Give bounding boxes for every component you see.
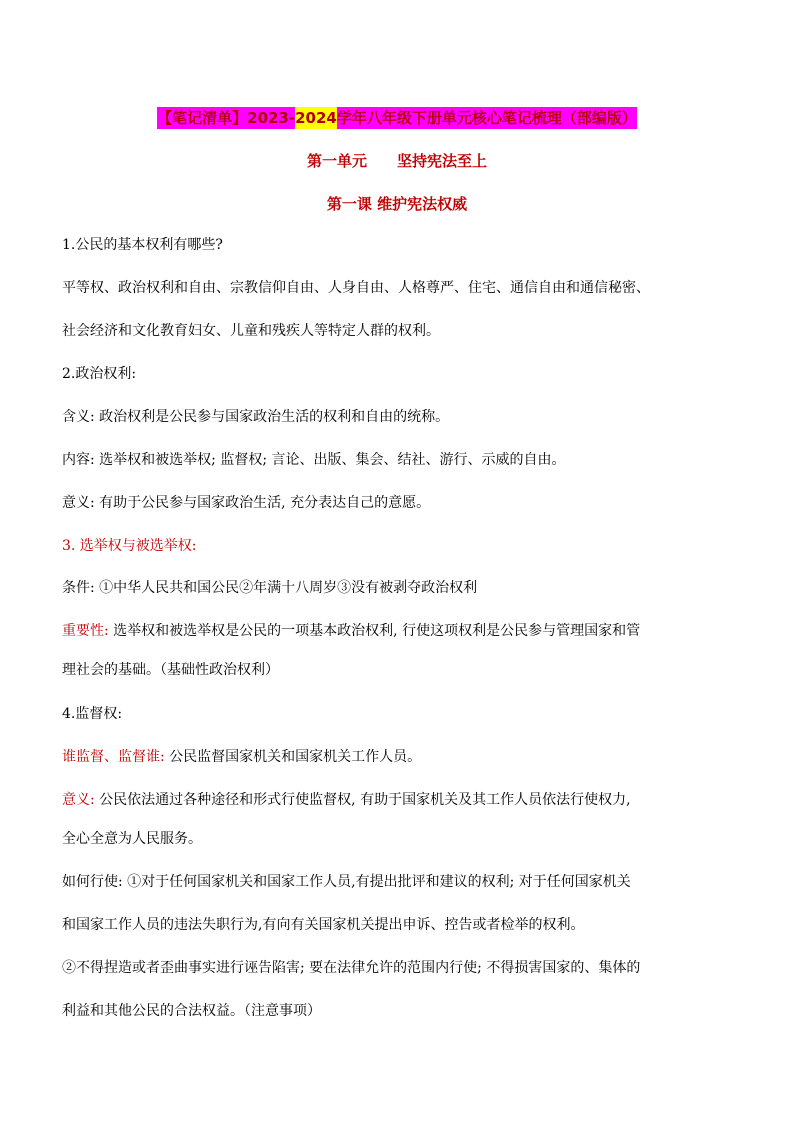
title-highlight-rest: 学年八年级下册单元核心笔记梳理（部编版） (336, 109, 637, 127)
q4-heading: 4.监督权: (62, 706, 123, 722)
q3-importance-cont: 理社会的基础。（基础性政治权利） (62, 662, 279, 678)
q3-cond-text: ①中华人民共和国公民②年满十八周岁③没有被剥夺政治权利 (94, 580, 478, 596)
q3-conditions (62, 577, 742, 597)
q2-heading: 2.政治权利: (62, 366, 137, 382)
q1-line2: 社会经济和文化教育妇女、儿童和残疾人等特定人群的权利。 (62, 323, 440, 339)
q4-how (62, 871, 742, 891)
q2-def-text: 政治权利是公民参与国家政治生活的权利和自由的统称。 (94, 409, 450, 425)
q1-heading: 1.公民的基本权利有哪些? (62, 237, 223, 253)
q4-how-label: 如何行使: (62, 874, 123, 890)
q3-heading: 3. 选举权与被选举权: (62, 538, 197, 554)
q4-meaning-cont: 全心全意为人民服务。 (62, 831, 202, 847)
title-highlight-magenta: 【笔记清单】2023-2024 (157, 109, 337, 127)
q2-definition (62, 406, 742, 426)
q3-imp-label: 重要性: (62, 623, 109, 639)
q4-note2: 利益和其他公民的合法权益。（注意事项） (62, 1003, 321, 1019)
q3-cond-label: 条件: (62, 580, 95, 596)
q4-who (62, 746, 742, 766)
q4-who-text: 公民监督国家机关和国家机关工作人员。 (164, 749, 422, 765)
q2-content (62, 449, 742, 469)
q4-how-text1: ①对于任何国家机关和国家工作人员,有提出批评和建议的权利; 对于任何国家机关 (122, 874, 631, 890)
q2-meaning-text: 有助于公民参与国家政治生活, 充分表达自己的意愿。 (94, 495, 431, 511)
q2-meaning-label: 意义: (62, 495, 95, 511)
q4-who-label: 谁监督、监督谁: (62, 749, 165, 765)
lesson-title: 第一课 维护宪法权威 (326, 195, 468, 213)
q4-meaning-label: 意义: (62, 792, 95, 808)
q2-content-label: 内容: (62, 452, 95, 468)
unit-title: 第一单元 坚持宪法至上 (306, 152, 487, 170)
q1-line1: 平等权、政治权利和自由、宗教信仰自由、人身自由、人格尊严、住宅、通信自由和通信秘密、 (62, 280, 650, 296)
q2-content-text: 选举权和被选举权; 监督权; 言论、出版、集会、结社、游行、示威的自由。 (94, 452, 566, 468)
q4-how-cont: 和国家工作人员的违法失职行为,有向有关国家机关提出申诉、控告或者检举的权利。 (62, 917, 585, 933)
q2-meaning (62, 492, 742, 512)
q2-def-label: 含义: (62, 409, 95, 425)
document-title (0, 107, 794, 128)
q3-importance (62, 620, 742, 640)
q3-imp-text1: 选举权和被选举权是公民的一项基本政治权利, 行使这项权利是公民参与管理国家和管 (108, 623, 641, 639)
q4-note1: ②不得捏造或者歪曲事实进行诬告陷害; 要在法律允许的范围内行使; 不得损害国家的、集体的 (62, 960, 641, 976)
q4-meaning-text1: 公民依法通过各种途径和形式行使监督权, 有助于国家机关及其工作人员依法行使权力, (94, 792, 631, 808)
q4-meaning (62, 789, 742, 809)
